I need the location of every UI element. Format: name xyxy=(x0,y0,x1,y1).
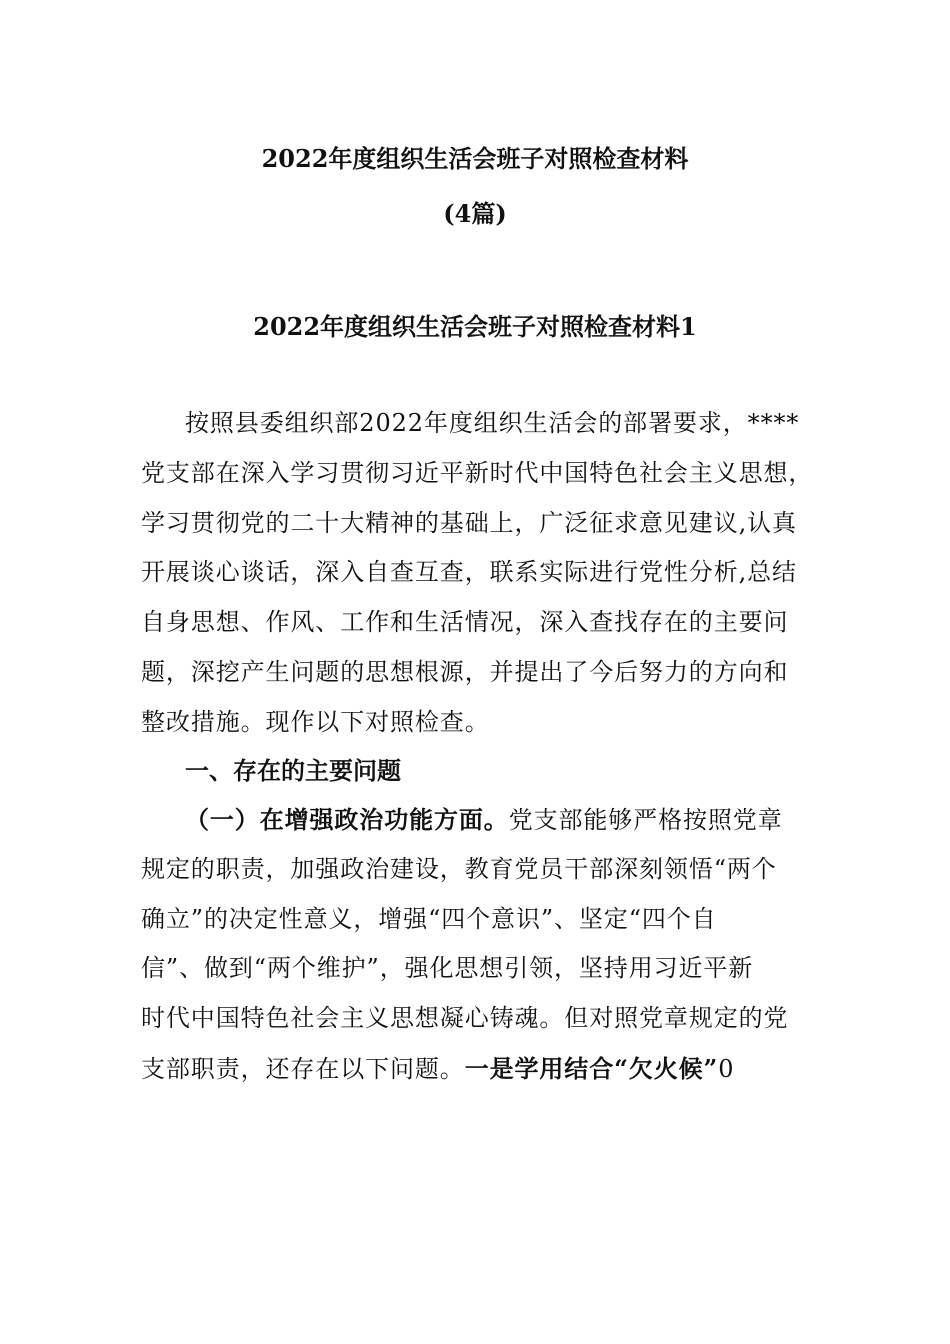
paragraph-line: 党支部在深入学习贯彻习近平新时代中国特色社会主义思想， xyxy=(141,458,814,487)
section-paragraph xyxy=(141,795,831,1095)
document-title: 2022年度组织生活会班子对照检查材料1 xyxy=(253,312,697,341)
paragraph-line: 题，深挖产生问题的思想根源，并提出了今后努力的方向和 xyxy=(141,657,789,686)
paragraph-line: 按照县委组织部2022年度组织生活会的部署要求，**** xyxy=(185,409,800,437)
paragraph-line: 整改措施。现作以下对照检查。 xyxy=(141,707,490,736)
paragraph-line: 自身思想、作风、工作和生活情况，深入查找存在的主要问 xyxy=(141,608,789,637)
paragraph-line: 规定的职责，加强政治建设，教育党员干部深刻领悟“两个 xyxy=(141,854,777,883)
paragraph-line xyxy=(141,795,831,845)
sub-heading-text: 党支部能够严格按照党章 xyxy=(508,806,783,834)
paragraph-line: 开展谈心谈话，深入自查互查，联系实际进行党性分析,总结 xyxy=(141,558,797,587)
intro-paragraph xyxy=(141,399,831,748)
main-title: 2022年度组织生活会班子对照检查材料 xyxy=(261,144,689,173)
issue-one-heading: 一是学用结合“欠火候” xyxy=(464,1053,719,1083)
last-line-tail: 0 xyxy=(718,1054,735,1083)
subtitle: (4篇) xyxy=(443,199,507,228)
paragraph-line xyxy=(141,1044,831,1094)
last-line-text: 支部职责，还存在以下问题。 xyxy=(141,1054,465,1083)
paragraph-line: 学习贯彻党的二十大精神的基础上，广泛征求意见建议,认真 xyxy=(141,508,797,537)
paragraph-line: 确立”的决定性意义，增强“四个意识”、坚定“四个自 xyxy=(141,904,717,933)
section-heading: 一、存在的主要问题 xyxy=(185,756,401,785)
paragraph-line: 信”、做到“两个维护”，强化思想引领，坚持用习近平新 xyxy=(141,954,754,983)
sub-heading: （一）在增强政治功能方面。 xyxy=(185,805,509,834)
paragraph-line: 时代中国特色社会主义思想凝心铸魂。但对照党章规定的党 xyxy=(141,1004,789,1033)
